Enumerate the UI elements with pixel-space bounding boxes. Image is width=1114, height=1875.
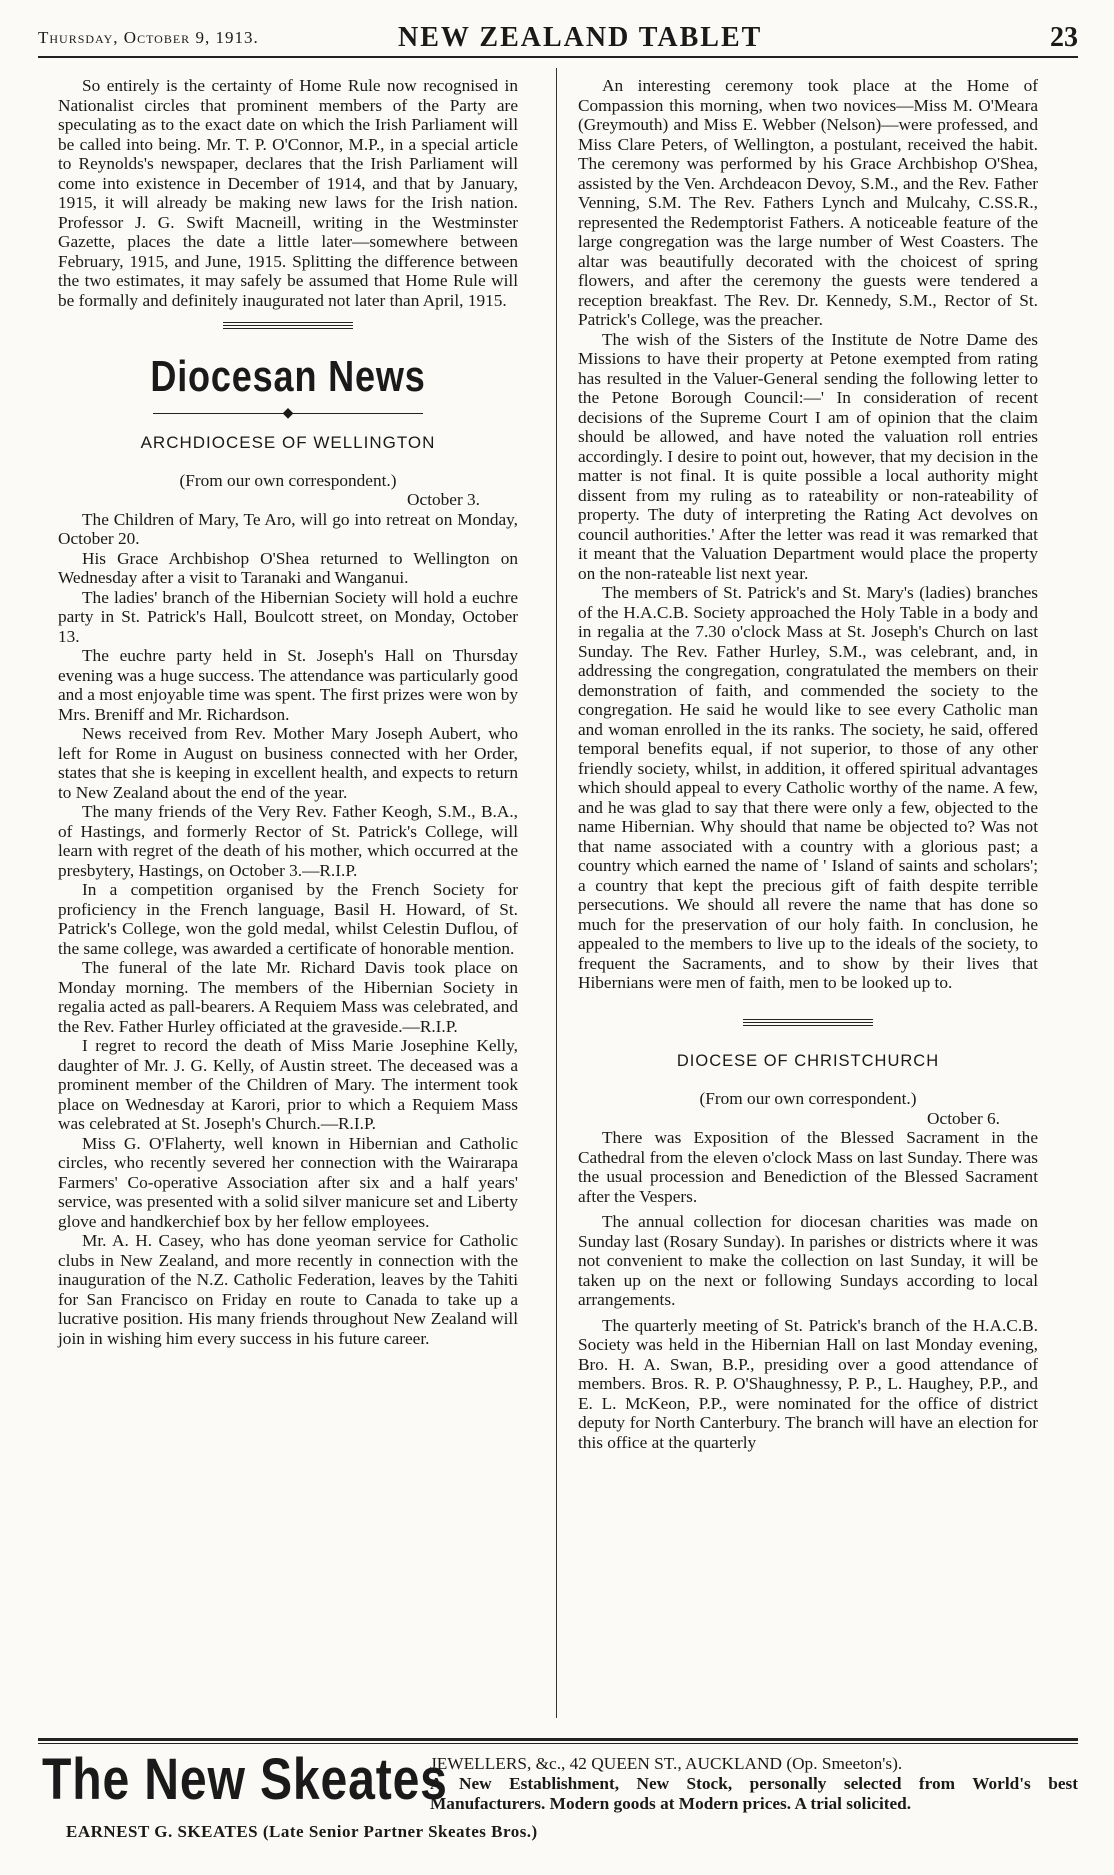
advertisement-line2: A New Establishment, New Stock, personally selected from World's best Manufacturers. Modern goods at Modern prices. A trial solicited. — [430, 1774, 1078, 1813]
news-paragraph: The quarterly meeting of St. Patrick's branch of the H.A.C.B. Society was held in the Hibernian Hall on last Monday evening, Bro. H. A. Swan, B.P., presiding over a good attendance of members. Bros. R. P. O'Shaughnessy, P. P., L. Haughey, P.P., and E. L. McKeon, P.P., were nominated for the office of district deputy for North Canterbury. The branch will have an election for this office at the quarterly — [578, 1315, 1038, 1452]
home-rule-paragraph: So entirely is the certainty of Home Rule now recognised in Nationalist circles that prominent members of the Party are speculating as to the exact date on which the Irish Parliament will be called into being. Mr. T. P. O'Connor, M.P., in a special article to Reynolds's newspaper, declares that the Irish Parliament will come into existence in December of 1914, and that by January, 1915, it will already be making new laws for the Irish nation. Professor J. G. Swift Macneill, writing in the Westminster Gazette, places the date a little later—somewhere between February, 1915, and June, 1915. Splitting the difference between the two estimates, it may safely be assumed that Home Rule will be formally and definitely inaugurated not later than April, 1915. — [58, 76, 518, 310]
news-paragraph: The many friends of the Very Rev. Father Keogh, S.M., B.A., of Hastings, and formerly Rector of St. Patrick's College, will learn with regret of the death of his mother, which occurred at the presbytery, Hastings, on October 3.—R.I.P. — [58, 802, 518, 880]
news-paragraph: I regret to record the death of Miss Marie Josephine Kelly, daughter of Mr. J. G. Kelly, of Austin street. The deceased was a prominent member of the Children of Mary. The interment took place on Wednesday at Karori, prior to which a Requiem Mass was celebrated at St. Joseph's Church.—R.I.P. — [58, 1036, 518, 1133]
news-paragraph: The euchre party held in St. Joseph's Hall on Thursday evening was a huge success. The attendance was particularly good and a most enjoyable time was spent. The first prizes were won by Mrs. Breniff and Mr. Richardson. — [58, 646, 518, 724]
issue-date: Thursday, October 9, 1913. — [38, 28, 259, 47]
footer-rule — [38, 1743, 1078, 1744]
dateline: October 6. — [927, 1108, 1000, 1128]
christchurch-heading: DIOCESE OF CHRISTCHURCH — [676, 1051, 940, 1070]
archdiocese-heading: ARCHDIOCESE OF WELLINGTON — [140, 433, 436, 452]
news-paragraph: The members of St. Patrick's and St. Mary's (ladies) branches of the H.A.C.B. Society approached the Holy Table in a body and in regalia at the 7.30 o'clock Mass at St. Joseph's Church on last Sunday. The Rev. Father Hurley, S.M., was celebrant, and, in addressing the congregation, congratulated the members on their demonstration of faith, and commended the society to the congregation. He said he would like to see every Catholic man and woman enrolled in the its ranks. The society, he said, offered temporal benefits equal, if not superior, to those of any other friendly society, whilst, in addition, it offered spiritual advantages which should appeal to every Catholic worthy of the name. A few, and he was glad to say that there were only a few, objected to the name Hibernian. Why should that name be objected to? Was not that name associated with a country with a glorious past; a country which earned the name of ' Island of saints and scholars'; a country that kept the precious gift of faith despite terrible persecutions. We should all revere the name that has done so much for the preservation of our holy faith. In conclusion, he appealed to the members to live up to the ideals of the society, to frequent the Sacraments, and to show by their lives that Hibernians were men of faith, men to be looked up to. — [578, 583, 1038, 992]
masthead: NEW ZEALAND TABLET — [398, 22, 763, 53]
header-rule — [38, 56, 1078, 58]
advertisement-brand: The New Skeates — [42, 1747, 448, 1812]
left-column — [58, 76, 518, 1348]
news-paragraph: There was Exposition of the Blessed Sacrament in the Cathedral from the eleven o'clock Mass on last Sunday. There was the usual procession and Benediction of the Blessed Sacrament after the Vespers. — [578, 1128, 1038, 1206]
advertisement-line1: JEWELLERS, &c., 42 QUEEN ST., AUCKLAND (Op. Smeeton's). — [430, 1754, 903, 1773]
advertisement-text — [430, 1754, 1078, 1814]
footer-rule — [38, 1738, 1078, 1741]
right-column — [578, 76, 1038, 1452]
news-paragraph: Mr. A. H. Casey, who has done yeoman service for Catholic clubs in New Zealand, and more recently in connection with the inauguration of the N.Z. Catholic Federation, leaves by the Tahiti for San Francisco on Friday en route to Canada to take up a lucrative position. His many friends throughout New Zealand will join in wishing him every success in his future career. — [58, 1231, 518, 1348]
page-header — [38, 22, 1078, 58]
news-paragraph: News received from Rev. Mother Mary Joseph Aubert, who left for Rome in August on business connected with her Order, states that she is keeping in excellent health, and expects to return to New Zealand about the end of the year. — [58, 724, 518, 802]
dateline: October 3. — [407, 490, 480, 509]
ornament-divider: ◆ — [58, 405, 518, 423]
news-paragraph: His Grace Archbishop O'Shea returned to Wellington on Wednesday after a visit to Taranaki and Wanganui. — [58, 548, 518, 587]
correspondent-line: (From our own correspondent.) — [699, 1089, 917, 1108]
news-paragraph: The ladies' branch of the Hibernian Society will hold a euchre party in St. Patrick's Hall, Boulcott street, on Monday, October 13. — [58, 587, 518, 646]
section-divider — [223, 322, 353, 329]
news-paragraph: Miss G. O'Flaherty, well known in Hibernian and Catholic circles, who recently severed her connection with the Wairarapa Farmers' Co-operative Association after six and a half years' service, was presented with a solid silver manicure set and Liberty glove and handkerchief box by her fellow employees. — [58, 1133, 518, 1231]
news-paragraph: In a competition organised by the French Society for proficiency in the French language, Basil H. Howard, of St. Patrick's College, won the gold medal, whilst Celestin Duflou, of the same college, was awarded a certificate of honorable mention. — [58, 880, 518, 958]
news-paragraph: The annual collection for diocesan charities was made on Sunday last (Rosary Sunday). In parishes or districts where it was not convenient to make the collection on last Sunday, it will be taken up on the next or following Sundays according to local arrangements. — [578, 1212, 1038, 1309]
advertisement-owner: EARNEST G. SKEATES (Late Senior Partner Skeates Bros.) — [66, 1822, 538, 1841]
page-number: 23 — [1050, 22, 1078, 53]
section-divider — [743, 1019, 873, 1026]
section-title: Diocesan News — [150, 352, 426, 401]
news-paragraph: The funeral of the late Mr. Richard Davis took place on Monday morning. The members of the Hibernian Society in regalia acted as pall-bearers. A Requiem Mass was celebrated, and the Rev. Father Hurley officiated at the graveside.—R.I.P. — [58, 958, 518, 1036]
news-paragraph: The Children of Mary, Te Aro, will go into retreat on Monday, October 20. — [58, 509, 518, 548]
correspondent-line: (From our own correspondent.) — [179, 470, 397, 490]
column-divider — [556, 68, 557, 1718]
news-paragraph: An interesting ceremony took place at the Home of Compassion this morning, when two novices—Miss M. O'Meara (Greymouth) and Miss E. Webber (Nelson)—were professed, and Miss Clare Peters, of Wellington, a postulant, received the habit. The ceremony was performed by his Grace Archbishop O'Shea, assisted by the Ven. Archdeacon Devoy, S.M., and the Rev. Father Venning, S.M. The Rev. Fathers Lynch and Mulcahy, C.SS.R., represented the Redemptorist Fathers. A noticeable feature of the large congregation was the large number of West Coasters. The altar was beautifully decorated with the choicest of spring flowers, and after the ceremony the guests were tendered a reception breakfast. The Rev. Dr. Kennedy, S.M., Rector of St. Patrick's College, was the preacher. — [578, 76, 1038, 329]
news-paragraph: The wish of the Sisters of the Institute de Notre Dame des Missions to have their property at Petone exempted from rating has resulted in the Valuer-General sending the following letter to the Petone Borough Council:—' In consideration of recent decisions of the Supreme Court I am of opinion that the claim should be allowed, and have noted the valuation roll entries accordingly. I desire to point out, however, that my decision in the matter is not final. It is quite possible a local authority might dissent from my ruling as to rateability or non-rateability of property. The duty of interpreting the Rating Act devolves on council authorities.' After the letter was read it was remarked that it meant that the Valuation Department would place the property on the non-rateable list next year. — [578, 329, 1038, 583]
